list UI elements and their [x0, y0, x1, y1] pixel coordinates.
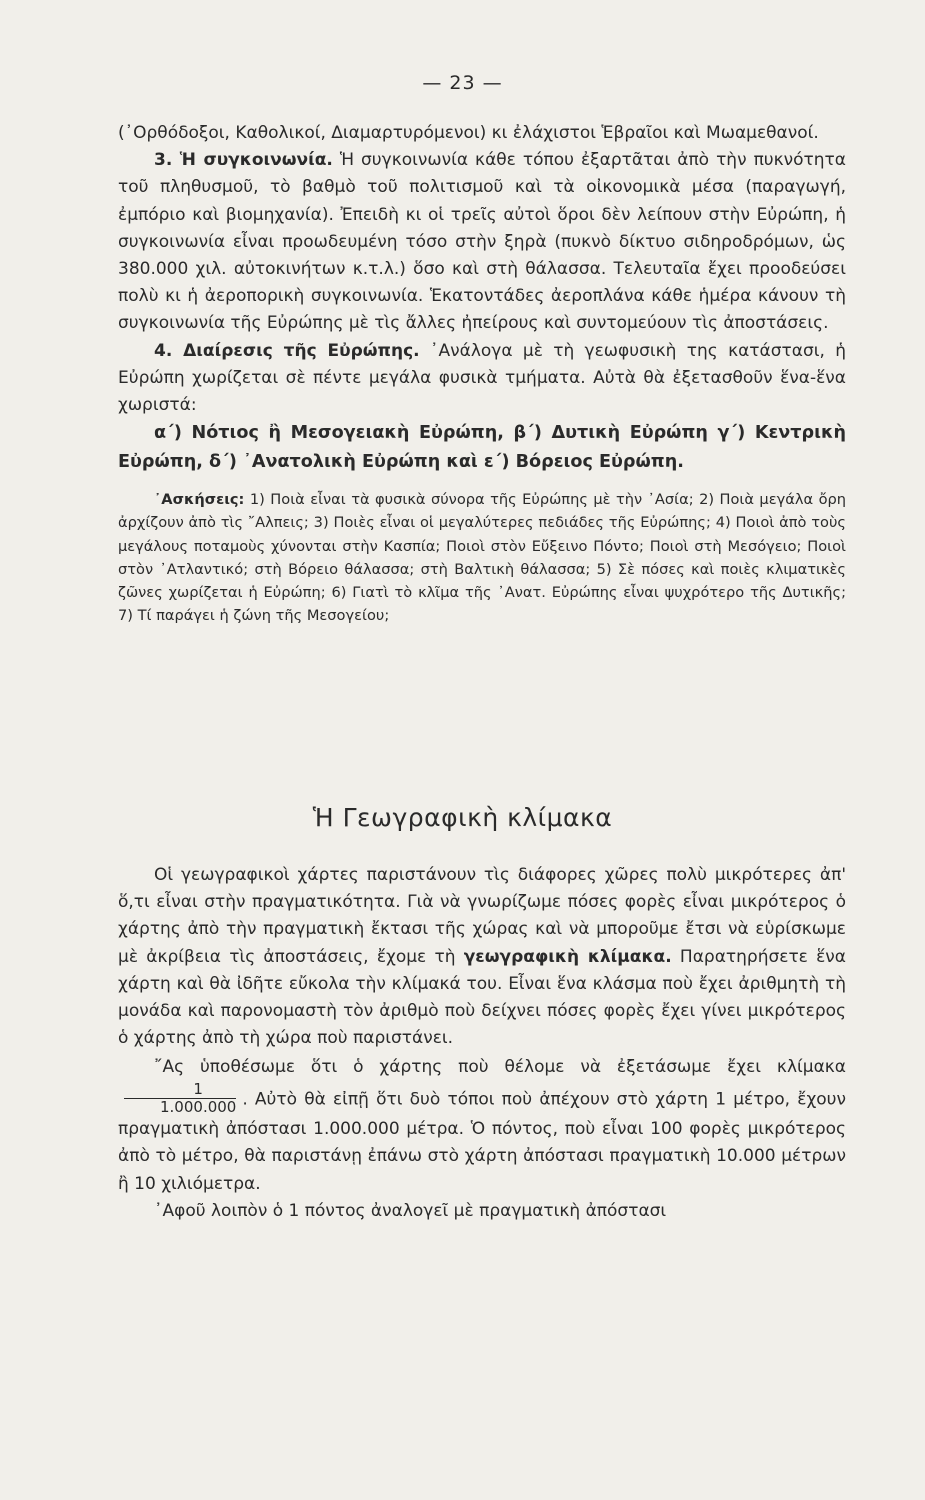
fraction-denominator: 1.000.000	[160, 1098, 237, 1117]
item-4-paragraph	[118, 338, 846, 420]
scale-example-paragraph	[118, 1054, 846, 1197]
item-4-label: 4. Διαίρεσις τῆς Εὐρώπης.	[154, 340, 420, 361]
body-text-upper	[118, 120, 846, 627]
fraction-numerator: 1	[124, 1082, 236, 1100]
scale-example-continued: . Αὐτὸ θὰ εἰπῇ ὅτι δυὸ τόποι ποὺ ἀπέχουν στὸ χάρτη 1 μέτρο, ἔχουν πραγματικὴ ἀπόστασι 1.000.000 μέτρα. Ὁ πόντος, ποὺ εἶναι 100 φορὲς μικρότερος ἀπὸ τὸ μέτρο, θὰ παριστάνῃ ἐπάνω στὸ χάρτη ἀπόστασι πραγματικὴ 10.000 μέτρων ἢ 10 χιλιόμετρα.	[118, 1088, 846, 1194]
item-3-label: 3. Ἡ συγκοινωνία.	[154, 150, 333, 171]
scale-intro-paragraph	[118, 862, 846, 1052]
exercises-paragraph	[118, 488, 846, 627]
page-number: — 23 —	[422, 72, 503, 94]
item-3-text: Ἡ συγκοινωνία κάθε τόπου ἐξαρτᾶται ἀπὸ τὴν πυκνότητα τοῦ πληθυσμοῦ, τὸ βαθμὸ τοῦ πολιτισμοῦ καὶ τὰ οἰκονομικὰ μέσα (παραγωγή, ἐμπόριο καὶ βιομηχανία). Ἐπειδὴ κι οἱ τρεῖς αὐτοὶ ὅροι δὲν λείπουν στὴν Εὐρώπη, ἡ συγκοινωνία εἶναι προωδευμένη τόσο στὴν ξηρὰ (πυκνὸ δίκτυο σιδηροδρόμων, ὡς 380.000 χιλ. αὐτοκινήτων κ.τ.λ.) ὅσο καὶ στὴ θάλασσα. Τελευταῖα ἔχει προοδεύσει πολὺ κι ἡ ἀεροπορικὴ συγκοινωνία. Ἑκατοντάδες ἀεροπλάνα κάθε ἡμέρα κάνουν τὴ συγκοινωνία τῆς Εὐρώπης μὲ τὶς ἄλλες ἠπείρους καὶ συντομεύουν τὶς ἀποστάσεις.	[118, 150, 847, 334]
exercises-label: ᾿Ασκήσεις:	[154, 491, 245, 509]
section-heading: Ἡ Γεωγραφικὴ κλίμακα	[312, 803, 613, 832]
item-3-paragraph	[118, 147, 846, 337]
scale-description-text: Παρατηρήσετε ἕνα χάρτη καὶ θὰ ἰδῆτε εὔκολα τὴν κλίμακά του. Εἶναι ἕνα κλάσμα ποὺ ἔχει ἀριθμητὴ τὴ μονάδα καὶ παρονομαστὴ τὸν ἀριθμὸ ποὺ δείχνει πόσες φορὲς ἔχει γίνει μικρότερος ὁ χάρτης ἀπὸ τὴ χώρα ποὺ παριστάνει.	[118, 946, 846, 1049]
item-4-text: ᾿Ανάλογα μὲ τὴ γεωφυσικὴ της κατάστασι, ἡ Εὐρώπη χωρίζεται σὲ πέντε μεγάλα φυσικὰ τμήματα. Αὐτὰ θὰ ἐξετασθοῦν ἕνα-ἕνα χωριστά:	[118, 340, 846, 416]
scale-term: γεωγραφικὴ κλίμακα.	[463, 946, 672, 967]
divisions-list: α΄) Νότιος ἢ Μεσογειακὴ Εὐρώπη, β΄) Δυτικὴ Εὐρώπη γ΄) Κεντρικὴ Εὐρώπη, δ΄) ᾿Ανατολικὴ Εὐρώπη καὶ ε΄) Βόρειος Εὐρώπη.	[118, 423, 846, 472]
continuation-paragraph: (᾿Ορθόδοξοι, Καθολικοί, Διαμαρτυρόμενοι) κι ἐλάχιστοι Ἑβραῖοι καὶ Μωαμεθανοί.	[118, 123, 819, 143]
scale-intro-text: Οἱ γεωγραφικοὶ χάρτες παριστάνουν τὶς διάφορες χῶρες πολὺ μικρότερες ἀπ' ὅ,τι εἶναι στὴν πραγματικότητα. Γιὰ νὰ γνωρίζωμε πόσες φορὲς εἶναι μικρότερος ὁ χάρτης ἀπὸ τὴν πραγματικὴ ἔκτασι τῆς χώρας καὶ νὰ μποροῦμε ἔτσι νὰ εὑρίσκωμε μὲ ἀκρίβεια τὶς ἀποστάσεις, ἔχομε τὴ	[118, 865, 846, 967]
final-paragraph: ᾿Αφοῦ λοιπὸν ὁ 1 πόντος ἀναλογεῖ μὲ πραγματικὴ ἀπόστασι	[154, 1200, 667, 1221]
exercises-text: 1) Ποιὰ εἶναι τὰ φυσικὰ σύνορα τῆς Εὐρώπης μὲ τὴν ᾿Ασία; 2) Ποιὰ μεγάλα ὄρη ἀρχίζουν ἀπὸ τὶς ῎Αλπεις; 3) Ποιὲς εἶναι οἱ μεγαλύτερες πεδιάδες τῆς Εὐρώπης; 4) Ποιοὶ ἀπὸ τοὺς μεγάλους ποταμοὺς χύνονται στὴν Κασπία; Ποιοὶ στὸν Εὔξεινο Πόντο; Ποιοὶ στὴ Μεσόγειο; Ποιοὶ στὸν ᾿Ατλαντικό; στὴ Βόρειο θάλασσα; στὴ Βαλτικὴ θάλασσα; 5) Σὲ πόσες καὶ ποιὲς κλιματικὲς ζῶνες χωρίζεται ἡ Εὐρώπη; 6) Γιατὶ τὸ κλῖμα τῆς ᾿Ανατ. Εὐρώπης εἶναι ψυχρότερο τῆς Δυτικῆς; 7) Τί παράγει ἡ ζώνη τῆς Μεσογείου;	[118, 491, 847, 625]
scale-example-text: ῎Ας ὑποθέσωμε ὅτι ὁ χάρτης ποὺ θέλομε νὰ ἐξετάσωμε ἔχει κλίμακα	[154, 1057, 846, 1078]
body-text-lower	[118, 862, 846, 1225]
scale-fraction	[124, 1079, 237, 1117]
